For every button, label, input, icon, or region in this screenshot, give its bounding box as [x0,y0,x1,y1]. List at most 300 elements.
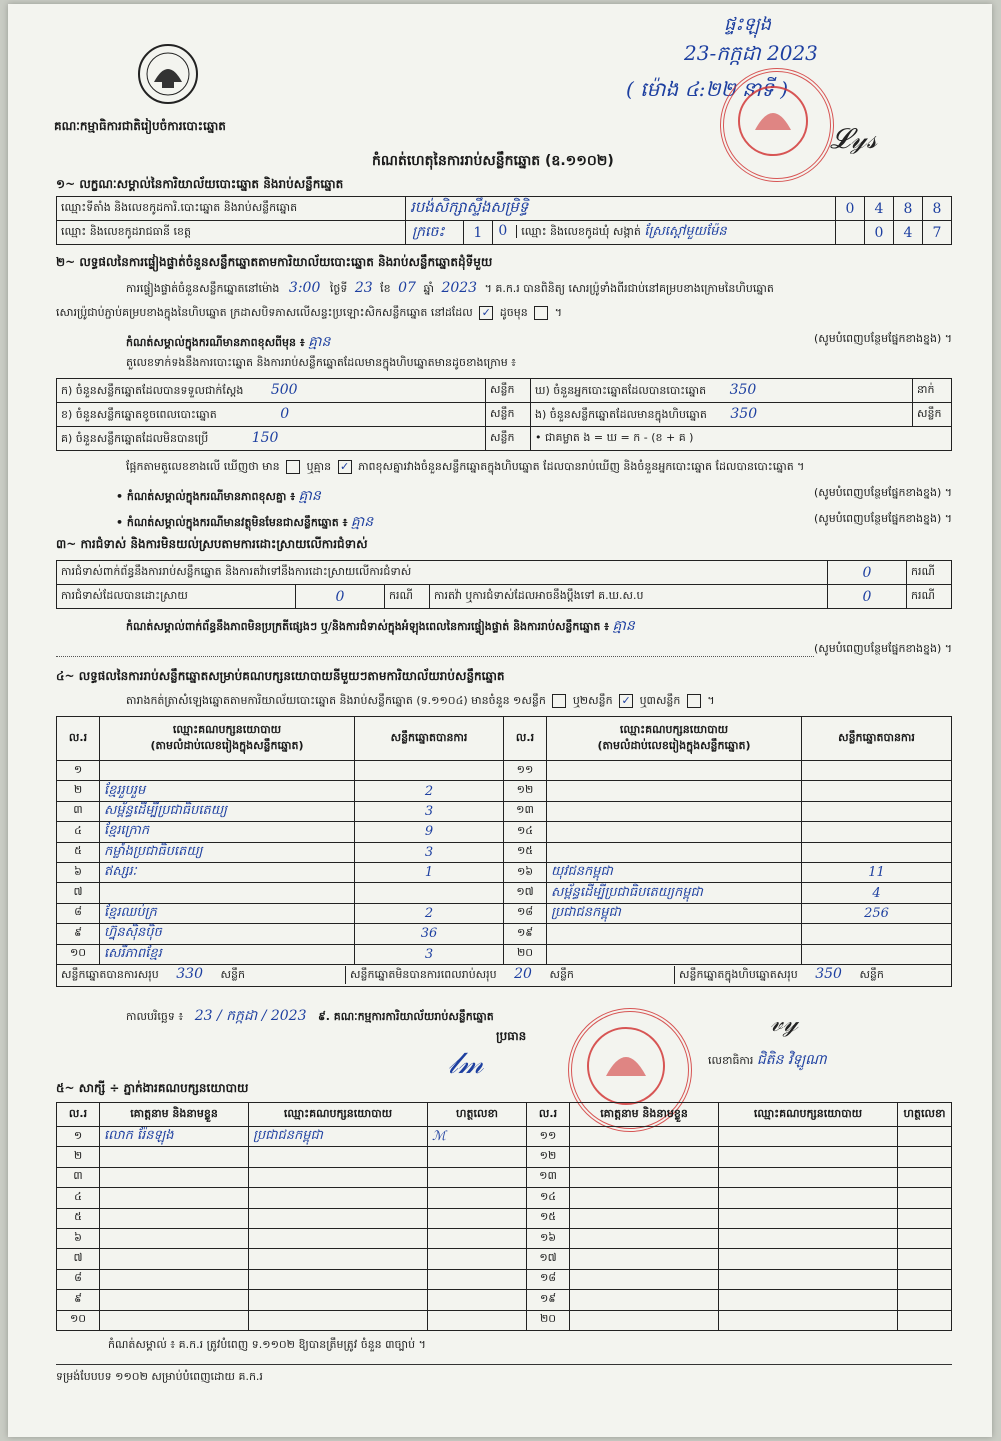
witness-name [570,1147,719,1167]
table-row [57,1167,952,1187]
witness-party: ប្រជាជនកម្ពុជា [249,1127,428,1147]
witness-party [249,1167,428,1187]
committee-name: គណៈកម្មាធិការជាតិរៀបចំការបោះឆ្នោត [54,119,226,133]
party-name [100,883,355,903]
col-name: គោត្តនាម និងនាមខ្លួន [100,1103,249,1127]
check-icon[interactable]: ✓ [619,694,633,708]
witness-party [719,1167,898,1187]
unit: សន្លឹក [549,968,574,982]
vote-count [802,781,952,801]
witness-signature: ℳ [428,1127,527,1147]
tally-sheets-text: តារាងកត់ត្រាសំឡេងឆ្នោតតាមការិយាល័យបោះឆ្នោត និងរាប់សន្លឹកឆ្នោត (ទ.១១០៤) មានចំនួន ១សន្លឹក [126,694,546,707]
witness-signature [898,1290,952,1310]
table-row [57,801,952,821]
section3-heading: ៣~ ការជំទាស់ និងការមិនយល់ស្របតាមការដោះស្រាយលើការជំទាស់ [56,537,368,551]
col-party: ឈ្មោះគណបក្សនយោបាយ [249,1103,428,1127]
secretary-line [708,1050,827,1071]
missing-line [116,512,952,533]
witness-signature [428,1249,527,1269]
party-name: សេរីភាពខ្មែរ [100,944,355,964]
vote-count: 2 [355,781,504,801]
witness-name [100,1167,249,1187]
row-no: ១៨ [527,1269,570,1289]
diff-label: • កំណត់សម្គាល់ក្នុងករណីមានភាពខុសគ្នា ៖ [116,490,296,503]
party-name [547,761,802,781]
month-value: 07 [398,280,416,296]
compare-text: ភាពខុសគ្នារវាងចំនួនសន្លឹកឆ្នោតក្នុងហិបឆ្នោត ដែលបានរាប់ឃើញ និងចំនួនអ្នកបោះឆ្នោត ដែលបានបោះឆ្នោត ។ [358,460,805,473]
code-digit: 8 [894,197,923,221]
witness-party [249,1147,428,1167]
vote-count: 9 [355,822,504,842]
witness-name [100,1208,249,1228]
table-row [57,944,952,964]
col-party-sub: (តាមលំដាប់លេខរៀងក្នុងសន្លឹកឆ្នោត) [597,738,751,752]
table-row [57,1228,952,1248]
party-name: ប្រជាជនកម្ពុជា [547,903,802,923]
vote-count [802,801,952,821]
row-no: ១០ [57,1310,100,1330]
witness-signature [428,1208,527,1228]
row-no: ១២ [527,1147,570,1167]
none-label: ឬគ្មាន [306,460,332,473]
section5-heading: ៥~ សាក្សី ÷ ភ្នាក់ងារគណបក្សនយោបាយ [56,1081,249,1095]
col-votes: សន្លឹកឆ្នោតបានការ [355,717,504,761]
col-party: ឈ្មោះគណបក្សនយោបាយ [172,722,282,736]
party-name: យុវជនកម្ពុជា [547,862,802,882]
row-no: ១៣ [527,1167,570,1187]
compare-label: ផ្អែកតាមតួលេខខាងលើ ឃើញថា មាន [126,460,280,473]
case-unit: ករណី [907,585,952,609]
party-name: ហ្វ៊ុនស៊ិនប៉ិច [100,924,355,944]
row-no: ១២ [504,781,547,801]
unused-label: គ) ចំនួនសន្លឹកឆ្នោតដែលមិនបានប្រើ [61,431,209,445]
fill-more: (សូមបំពេញបន្ថែមផ្នែកខាងខ្នង) ។ [813,512,952,525]
row-no: ១៦ [527,1228,570,1248]
witness-signature [898,1208,952,1228]
col-sign: ហត្ថលេខា [898,1103,952,1127]
unit: សន្លឹក [486,427,531,451]
witness-party [719,1127,898,1147]
province-code-digit: 0 [498,223,508,239]
party-name [547,842,802,862]
irregularity-label: កំណត់សម្គាល់ពាក់ព័ន្ធនឹងភាពមិនប្រក្រតីផ្សេងៗ ឬ/និងការជំទាស់ក្នុងអំឡុងពេលនៃការផ្ទៀងផ្ទាត់ និងការរាប់សន្លឹកឆ្នោត ៖ [126,620,610,633]
witness-signature [428,1188,527,1208]
voters-label: ឃ) ចំនួនអ្នកបោះឆ្នោតដែលបានបោះឆ្នោត [535,383,707,397]
date-label: កាលបរិច្ឆេទ ៖ [126,1010,184,1023]
case-unit: ករណី [907,561,952,585]
row-no: ៤ [57,822,100,842]
official-stamp-top [720,68,834,182]
witness-party [249,1188,428,1208]
code-digit: 0 [836,197,865,221]
row-no: ៩ [57,924,100,944]
vote-count: 36 [355,924,504,944]
witness-table [56,1102,952,1331]
row-no: ១៥ [527,1208,570,1228]
witness-name [100,1188,249,1208]
witness-party [249,1310,428,1330]
table-row [57,761,952,781]
col-no: ល.រ [57,717,100,761]
col-party-sub: (តាមលំដាប់លេខរៀងក្នុងសន្លឹកឆ្នោត) [150,738,304,752]
commune-label: ឈ្មោះ និងលេខកូដឃុំ សង្កាត់ [516,225,641,238]
annotation-line3: ( ម៉ោង ៤:២២ នាទី ) [626,77,789,101]
witness-party [249,1290,428,1310]
total-valid-label: សន្លឹកឆ្នោតបានការសរុប [61,968,159,982]
party-name: សម្ព័ន្ធដើម្បីប្រជាធិបតេយ្យ [100,801,355,821]
col-party: ឈ្មោះគណបក្សនយោបាយ [719,1103,898,1127]
check-icon[interactable]: ✓ [338,460,352,474]
code-digit: 4 [865,197,894,221]
witness-signature [428,1147,527,1167]
year-value: 2023 [441,280,478,296]
row-no: ១០ [57,944,100,964]
row-no: ៧ [57,1249,100,1269]
vote-count: 11 [802,862,952,882]
row-no: ៣ [57,801,100,821]
checkbox-empty[interactable] [552,694,566,708]
row-no: ៦ [57,862,100,882]
table-row [57,1290,952,1310]
witness-party [249,1208,428,1228]
in-box-label: ង) ចំនួនសន្លឹកឆ្នោតដែលមានក្នុងហិបឆ្នោត [535,407,707,421]
note-value: គ្មាន [308,334,331,350]
witness-name [570,1269,719,1289]
voters-value: 350 [729,381,757,398]
witness-signature [428,1290,527,1310]
witness-party [719,1147,898,1167]
resolved-label: ការជំទាស់ដែលបានដោះស្រាយ [57,585,296,609]
verification-line [126,280,774,298]
unit: នាក់ [913,379,952,403]
row-no: ១៦ [504,862,547,882]
witness-party [719,1310,898,1330]
secretary-signature: 𝓋𝓎 [770,1008,798,1038]
party-name: កម្លាំងប្រជាធិបតេយ្យ [100,842,355,862]
diff-line [116,486,952,507]
vote-count: 3 [355,842,504,862]
party-name [547,944,802,964]
witness-signature [898,1147,952,1167]
note-label: កំណត់សម្គាល់ក្នុងករណីមានភាពខុសពីមុន ៖ [126,336,305,349]
commune-code-digit: 4 [894,221,923,245]
witness-signature [898,1310,952,1330]
secretary-name: ជិតិន វិឡូណា [756,1052,827,1068]
witness-name [570,1249,719,1269]
vote-count: 256 [802,903,952,923]
party-name [547,822,802,842]
annotation-line2: 23-កក្កដា 2023 [684,41,818,65]
vote-count: 3 [355,801,504,821]
signature-top: 𝓛𝓎𝓈 [830,122,877,155]
table-row [57,822,952,842]
vote-count: 1 [355,862,504,882]
seal-text: សោរប្រ៉ូជាប់ភ្ជាប់គម្របខាងក្នុងនៃហិបឆ្នោត ក្រដាសបិទភាសលើសន្ទះប្រឡោះសិកសន្លឹកឆ្នោត នៅដដែល [56,306,473,319]
row-no: ៨ [57,1269,100,1289]
total-invalid-label: សន្លឹកឆ្នោតមិនបានការពេលរាប់សរុប [350,968,497,982]
fill-more: (សូមបំពេញបន្ថែមផ្នែកខាងខ្នង) ។ [813,486,952,499]
commune-code-digit: 0 [865,221,894,245]
col-no: ល.រ [504,717,547,761]
table-row [57,1147,952,1167]
row-no: ៦ [57,1228,100,1248]
row-no: ២០ [527,1310,570,1330]
row-no: ១៩ [504,924,547,944]
total-box-value: 350 [815,966,842,983]
witness-signature [898,1127,952,1147]
party-name: ខ្មែររួបរួម [100,781,355,801]
fill-more-line [56,642,952,657]
party-name: ខ្មែរឈប់ក្រ [100,903,355,923]
objections-table [56,560,952,609]
results-table [56,716,952,987]
check-icon[interactable]: ✓ [479,306,493,320]
two-sheets-label: ឬ២សន្លឹក [572,694,613,707]
vote-count: 2 [355,903,504,923]
checkbox-empty[interactable] [687,694,701,708]
witness-name [100,1269,249,1289]
case-unit: ករណី [385,585,430,609]
checkbox-empty[interactable] [286,460,300,474]
unit: សន្លឹក [486,403,531,427]
missing-value: គ្មាន [350,514,374,530]
row-no: ១១ [527,1127,570,1147]
witness-signature [898,1228,952,1248]
row-no: ១៤ [527,1188,570,1208]
vote-count [802,944,952,964]
witness-name [570,1290,719,1310]
col-party: ឈ្មោះគណបក្សនយោបាយ [619,722,729,736]
figures-table [56,378,952,451]
fill-more: (សូមបំពេញបន្ថែមផ្នែកខាងខ្នង) ។ [813,332,952,345]
witness-name [570,1188,719,1208]
table-row [57,862,952,882]
col-sign: ហត្ថលេខា [428,1103,527,1127]
formula: • ជាគម្លាត ង = ឃ = ក - (ខ + គ ) [531,427,952,451]
table-row [57,842,952,862]
appeal-value: 0 [828,585,907,609]
witness-party [249,1269,428,1289]
witness-signature [428,1228,527,1248]
witness-name [570,1208,719,1228]
row-no: ៤ [57,1188,100,1208]
month-label: ខែ [380,282,391,295]
figures-intro: តួលេខទាក់ទងនឹងការបោះឆ្នោត និងការរាប់សន្លឹកឆ្នោតដែលមានក្នុងហិបឆ្នោតមានដូចខាងក្រោម ៖ [126,356,517,369]
witness-name [570,1127,719,1147]
vote-count [802,822,952,842]
chair-signature: 𝓁𝓂 [448,1046,484,1081]
province-label: ឈ្មោះ និងលេខកូដរាជធានី ខេត្ត [57,221,406,245]
year-label: ឆ្នាំ [423,282,434,295]
unused-value: 150 [251,429,279,446]
unit: សន្លឹក [220,968,245,982]
row-no: ១៨ [504,903,547,923]
section4-heading: ៤~ លទ្ធផលនៃការរាប់សន្លឹកឆ្នោតសម្រាប់គណបក្សនយោបាយនីមួយៗតាមការិយាល័យរាប់សន្លឹកឆ្នោត [56,669,505,683]
table-row [57,1127,952,1147]
location-label: ឈ្មោះទីតាំង និងលេខកូដការិ.បោះឆ្នោត និងរាប់សន្លឹកឆ្នោត [57,197,406,221]
row-no: ១៧ [527,1249,570,1269]
footnote: កំណត់សម្គាល់ ៖ គ.ក.រ ត្រូវបំពេញ ទ.១១០២ ឱ្យបានត្រឹមត្រូវ ចំនួន ៣ច្បាប់ ។ [108,1338,426,1351]
secretary-label: លេខាធិការ [708,1054,754,1067]
total-box-label: សន្លឹកឆ្នោតក្នុងហិបឆ្នោតសរុប [679,968,798,982]
vote-count: 4 [802,883,952,903]
party-name [100,761,355,781]
section2-heading: ២~ លទ្ធផលនៃការផ្ទៀងផ្ទាត់ចំនួនសន្លឹកឆ្នោតតាមការិយាល័យបោះឆ្នោត និងរាប់សន្លឹកឆ្នោតដុំទីមួយ [56,255,493,269]
witness-signature [898,1269,952,1289]
witness-party [719,1228,898,1248]
in-box-value: 350 [730,405,758,422]
location-value: របង់សិក្សាស្ទឹងសម្រិទ្ធិ [406,197,836,221]
compare-line [126,460,804,476]
spoiled-value: 0 [280,405,290,422]
chair-label: ប្រធាន [496,1029,527,1043]
witness-name [100,1147,249,1167]
vote-count [802,761,952,781]
irregularity-value: គ្មាន [612,618,635,634]
spoiled-label: ខ) ចំនួនសន្លឹកឆ្នោតខូចពេលបោះឆ្នោត [61,407,217,421]
total-valid-value: 330 [176,966,203,983]
unit: សន្លឹក [913,403,952,427]
vote-count: 3 [355,944,504,964]
witness-party [719,1208,898,1228]
witness-name [100,1290,249,1310]
table-row [57,924,952,944]
vote-count [802,842,952,862]
verification-text: ។ គ.ក.រ បានពិនិត្យ សោរប្រ៉ូទាំងពីរជាប់នៅគម្របខាងក្រោមនៃហិបឆ្នោត [484,282,774,295]
received-label: ក) ចំនួនសន្លឹកឆ្នោតដែលបានទទួលជាក់ស្ដែង [61,383,244,397]
vote-count [355,883,504,903]
witness-signature [428,1167,527,1187]
witness-name [100,1249,249,1269]
three-sheets-label: ឬ៣សន្លឹក [639,694,681,707]
row-no: ២០ [504,944,547,964]
witness-signature [898,1188,952,1208]
table-row [57,1188,952,1208]
witness-party [249,1249,428,1269]
row-no: ៥ [57,1208,100,1228]
row-no: ១៣ [504,801,547,821]
province-value: ក្រចេះ [412,224,445,240]
witness-signature [428,1310,527,1330]
col-no: ល.រ [527,1103,570,1127]
table-row [57,781,952,801]
time-label: ការផ្ទៀងផ្ទាត់ចំនួនសន្លឹកឆ្នោតនៅម៉ោង [126,282,280,295]
seal-line: សោរប្រ៉ូជាប់ភ្ជាប់គម្របខាងក្នុងនៃហិបឆ្នោត ក្រដាសបិទភាសលើសន្ទះប្រឡោះសិកសន្លឹកឆ្នោត នៅដដែល ✓ ដូចមុន ។ [56,306,562,319]
witness-signature [428,1269,527,1289]
party-name: ខ្មែរក្រោក [100,822,355,842]
row-no: ២ [57,781,100,801]
objection-value: 0 [828,561,907,585]
party-name [547,801,802,821]
section1-heading: ១~ លក្ខណៈសម្គាល់នៃការិយាល័យបោះឆ្នោត និងរាប់សន្លឹកឆ្នោត [56,177,344,191]
witness-signature [898,1249,952,1269]
witness-name [570,1167,719,1187]
table-row [57,1269,952,1289]
form-title: កំណត់ហេតុនៃការរាប់សន្លឹកឆ្នោត (ឧ.១១០២) [372,153,614,169]
date-value: 23 / កក្កដា / 2023 [194,1008,307,1024]
form-page [8,4,992,1437]
row-no: ១៩ [527,1290,570,1310]
table-row [57,1208,952,1228]
annotation-line1: ផ្ទះឡុង [724,14,772,35]
checkbox-empty[interactable] [534,306,548,320]
row-no: ៨ [57,903,100,923]
resolved-value: 0 [296,585,385,609]
col-name: គោត្តនាម និងនាមខ្លួន [570,1103,719,1127]
province-code-digit: 1 [463,221,492,245]
unit: សន្លឹក [486,379,531,403]
same-label: ដូចមុន [499,306,528,319]
day-value: 23 [354,280,373,296]
witness-signature [898,1167,952,1187]
diff-value: គ្មាន [298,488,321,504]
unit: សន្លឹក [859,968,884,982]
witness-party [719,1269,898,1289]
witness-party [719,1188,898,1208]
missing-label: • កំណត់សម្គាល់ក្នុងករណីមានវត្ថុមិនមែនជាសន្លឹកឆ្នោត ៖ [116,516,348,529]
irregularity-line [126,616,635,637]
fill-more: (សូមបំពេញបន្ថែមផ្នែកខាងខ្នង) ។ [814,642,952,658]
vote-count [802,924,952,944]
party-name [547,924,802,944]
party-name: សម្ព័ន្ធដើម្បីប្រជាធិបតេយ្យកម្ពុជា [547,883,802,903]
table-row [57,1249,952,1269]
emblem-icon [136,42,200,106]
row-no: ១៥ [504,842,547,862]
col-no: ល.រ [57,1103,100,1127]
committee-label: ៩. គណៈកម្មការការិយាល័យរាប់សន្លឹកឆ្នោត [318,1010,494,1023]
row-no: ១ [57,1127,100,1147]
witness-party [249,1228,428,1248]
day-label: ថ្ងៃទី [329,282,348,295]
row-no: ៩ [57,1290,100,1310]
date-line [126,1006,494,1027]
table-row [57,1310,952,1330]
witness-party [719,1290,898,1310]
row-no: ១៧ [504,883,547,903]
section1-table [56,196,952,245]
note-line [126,332,952,353]
footer: ទម្រង់បែបបទ ១១០២ សម្រាប់បំពេញដោយ គ.ក.រ [56,1370,263,1383]
witness-name [100,1228,249,1248]
total-invalid-value: 20 [514,966,532,983]
row-no: ២ [57,1147,100,1167]
witness-name [570,1310,719,1330]
row-no: ១៤ [504,822,547,842]
witness-name [570,1228,719,1248]
commune-code-digit: 7 [923,221,952,245]
vote-count [355,761,504,781]
appeal-label: ការតវ៉ា ឬការជំទាស់ដែលអាចនឹងប្ដឹងទៅ គ.ឃ.ស.ប [430,585,828,609]
witness-party [719,1249,898,1269]
commune-value: ស្រែស្ដៅមួយម៉ែន [644,224,727,239]
objection-label: ការជំទាស់ពាក់ព័ន្ធនឹងការរាប់សន្លឹកឆ្នោត និងការតវ៉ាទៅនឹងការដោះស្រាយលើការជំទាស់ [57,561,828,585]
row-no: ១១ [504,761,547,781]
row-no: ៥ [57,842,100,862]
row-no: ៧ [57,883,100,903]
party-name: ឥស្សរៈ [100,862,355,882]
witness-name [100,1310,249,1330]
code-digit: 8 [923,197,952,221]
tally-sheets-line: តារាងកត់ត្រាសំឡេងឆ្នោតតាមការិយាល័យបោះឆ្នោត និងរាប់សន្លឹកឆ្នោត (ទ.១១០៤) មានចំនួន ១សន្លឹក ឬ២សន្លឹក ✓ ឬ៣សន្លឹក ។ [126,694,715,707]
col-votes: សន្លឹកឆ្នោតបានការ [802,717,952,761]
received-value: 500 [270,381,298,398]
row-no: ១ [57,761,100,781]
row-no: ៣ [57,1167,100,1187]
table-row [57,903,952,923]
party-name [547,781,802,801]
witness-name: លោក រ៉ែនឡុង [100,1127,249,1147]
